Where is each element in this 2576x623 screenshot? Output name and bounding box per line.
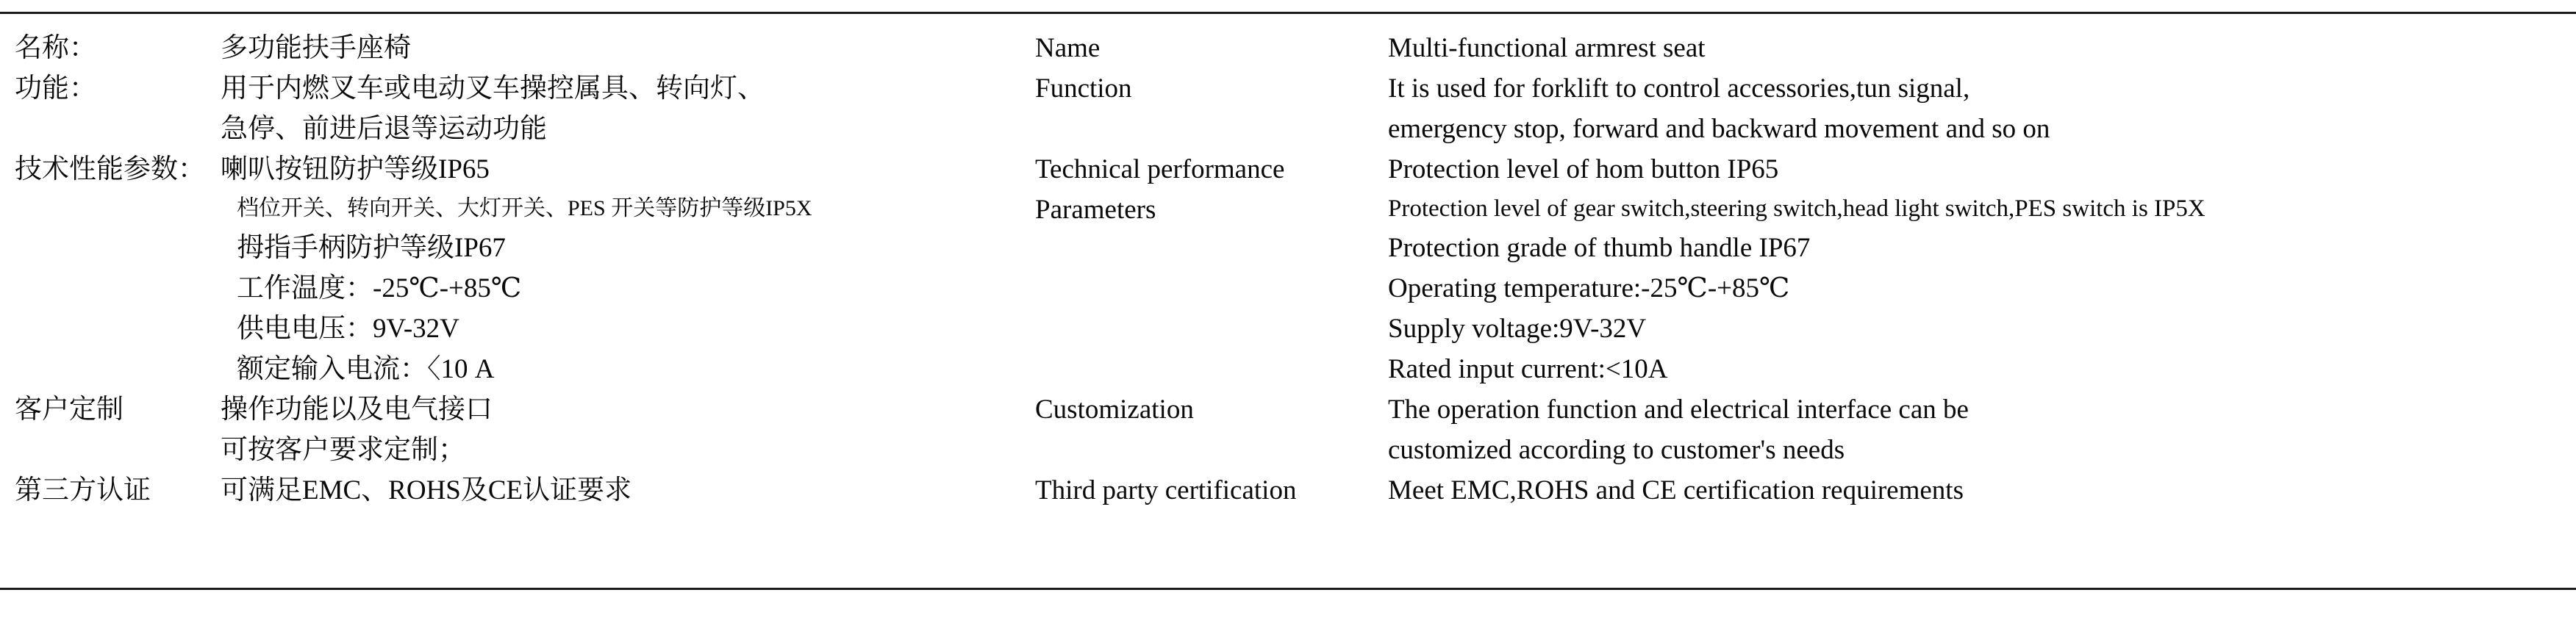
row-en-label-cell [1035, 389, 1388, 430]
row-en-value-cell [1388, 389, 2576, 470]
table-row [0, 389, 2576, 470]
row-zh-label-cell [0, 68, 221, 109]
row-en-value-line: Protection level of gear switch,steering switch,head light switch,PES switch is IP5X [1388, 195, 2205, 222]
row-zh-value-cell [221, 68, 1035, 149]
row-en-value-line: Rated input current:<10A [1388, 354, 1668, 384]
row-en-label-cell [1035, 470, 1388, 511]
row-en-value-cell [1388, 470, 2576, 511]
row-en-label: Name [1035, 33, 1101, 63]
bottom-divider [0, 588, 2576, 590]
row-zh-value-cell [221, 28, 1035, 68]
row-zh-value-cell [221, 389, 1035, 470]
row-zh-label-cell [0, 28, 221, 68]
row-zh-value-line: 额定输入电流：〈10 A [237, 354, 495, 384]
row-en-value-line: Meet EMC,ROHS and CE certification requirements [1388, 475, 1964, 505]
row-en-value-line: customized according to customer's needs [1388, 435, 1845, 465]
row-en-value-line: Supply voltage:9V-32V [1388, 314, 1647, 344]
row-en-value-line: Operating temperature:-25℃-+85℃ [1388, 273, 1790, 303]
row-zh-value-line: 供电电压：9V-32V [237, 314, 459, 344]
row-en-value-line: Protection grade of thumb handle IP67 [1388, 233, 1811, 263]
row-en-label-cell [1035, 68, 1388, 109]
row-zh-value-line: 急停、前进后退等运动功能 [221, 114, 547, 144]
row-en-value-line: Protection level of hom button IP65 [1388, 154, 1779, 184]
row-zh-value-line: 拇指手柄防护等级IP67 [237, 233, 506, 263]
row-zh-value-line: 可按客户要求定制； [221, 435, 465, 465]
row-zh-value-line: 工作温度：-25℃-+85℃ [237, 273, 522, 303]
row-en-label-cell [1035, 28, 1388, 68]
row-zh-value-line: 用于内燃叉车或电动叉车操控属具、转向灯、 [221, 73, 765, 104]
row-zh-label-cell [0, 389, 221, 430]
row-zh-label: 第三方认证 [15, 475, 151, 505]
table-row [0, 470, 2576, 511]
table-row [0, 68, 2576, 149]
row-en-value-line: It is used for forklift to control accessories,tun signal, [1388, 73, 1970, 104]
row-en-value-line: The operation function and electrical interface can be [1388, 395, 1969, 425]
row-zh-label: 技术性能参数： [15, 154, 205, 184]
row-en-label: Technical performance [1035, 154, 1285, 184]
row-zh-value-line: 档位开关、转向开关、大灯开关、PES 开关等防护等级IP5X [237, 196, 812, 220]
row-en-label-secondary: Parameters [1035, 195, 1156, 225]
row-zh-label: 功能： [15, 73, 96, 104]
row-en-label: Function [1035, 73, 1132, 104]
row-en-label: Customization [1035, 395, 1194, 425]
row-en-value-line: Multi-functional armrest seat [1388, 33, 1706, 63]
row-en-value-cell [1388, 149, 2576, 389]
row-zh-label-cell [0, 470, 221, 511]
row-zh-value-cell [221, 149, 1035, 389]
row-en-label: Third party certification [1035, 475, 1297, 505]
row-en-value-cell [1388, 28, 2576, 68]
row-zh-label: 名称： [15, 33, 96, 63]
spec-table [0, 28, 2576, 511]
row-zh-value-cell [221, 470, 1035, 511]
top-divider [0, 12, 2576, 14]
row-zh-value-line: 喇叭按钮防护等级IP65 [221, 154, 490, 184]
row-en-label-cell [1035, 149, 1388, 230]
row-zh-value-line: 多功能扶手座椅 [221, 33, 411, 63]
table-row [0, 28, 2576, 68]
row-zh-value-line: 操作功能以及电气接口 [221, 395, 493, 425]
row-en-value-cell [1388, 68, 2576, 149]
row-en-value-line: emergency stop, forward and backward movement and so on [1388, 114, 2050, 144]
row-zh-label-cell [0, 149, 221, 190]
row-zh-value-line: 可满足EMC、ROHS及CE认证要求 [221, 475, 632, 505]
table-row [0, 149, 2576, 389]
row-zh-label: 客户定制 [15, 395, 124, 425]
